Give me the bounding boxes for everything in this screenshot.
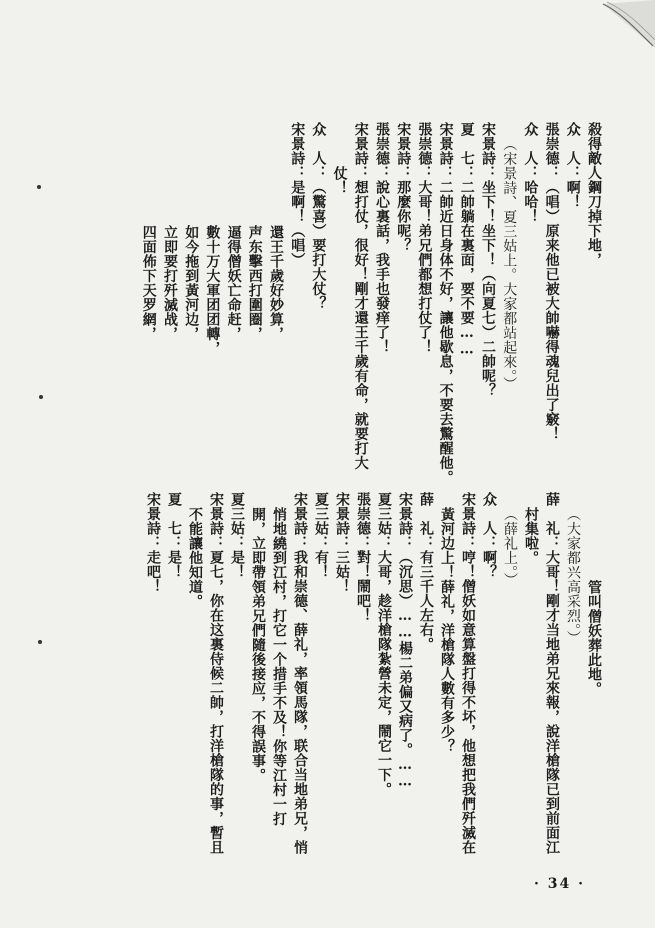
upper-text-column: 張崇德：大哥！弟兄們都想打仗了！: [416, 122, 433, 354]
upper-text-column: 四面佈下天罗網，: [140, 224, 157, 341]
scan-speck: [39, 395, 43, 399]
scan-speck: [37, 185, 41, 189]
lower-text-column: 宋景詩：（沉思）……楊二弟偏又病了。……: [397, 492, 413, 790]
lower-text-column: 村集啦。: [523, 506, 539, 565]
upper-text-column: 宋景詩：那麼你呢？: [395, 122, 412, 253]
lower-text-column: 管叫僧妖葬此地。: [586, 580, 602, 697]
lower-text-column: （大家都兴高采烈。）: [565, 506, 581, 645]
upper-text-column: 声东擊西打圍圈，: [246, 224, 263, 341]
upper-text-column: 仗！: [331, 166, 348, 196]
lower-text-column: 開，立即帶領弟兄們隨後接应，不得誤事。: [250, 506, 266, 783]
lower-text-column: 張崇德：對！鬧吧！: [355, 492, 371, 623]
lower-text-column: 悄地繞到江村，打它一个措手不及！你等江村一打: [271, 506, 287, 826]
lower-text-column: 夏三姑：有！: [313, 492, 329, 579]
lower-text-column: 夏三姑：是！: [229, 492, 245, 579]
upper-text-column: 還王千歲好妙算，: [268, 224, 284, 341]
upper-text-column: （宋景詩、夏三姑上。大家都站起來。）: [501, 136, 518, 391]
upper-text-column: 宋景詩：想打仗，很好！剛才還王千歲有命，就要打大: [352, 122, 369, 470]
upper-text-column: 宋景詩：二帥近日身体不好，讓他歇息，不要去驚醒他。: [437, 122, 454, 485]
upper-text-column: 宋景詩：坐下！坐下！（向夏七）二帥呢？: [480, 122, 496, 398]
lower-text-column: 薛 礼：大哥！剛才当地弟兄來報，說洋槍隊已到前面江: [544, 492, 560, 855]
upper-text-column: 众 人：啊！: [564, 122, 581, 209]
lower-text-column: 薛 礼：有三千人左右。: [418, 492, 434, 652]
upper-text-column: 張崇德：說心裏話，我手也發痒了！: [374, 122, 390, 354]
upper-text-column: 數十万大軍团团轉，: [204, 224, 221, 356]
lower-text-column: 宋景詩：走吧！: [145, 492, 161, 594]
lower-text-column: 不能讓他知道。: [187, 506, 203, 609]
upper-text-column: 立即要打歼滅战，: [162, 224, 178, 341]
lower-text-column: 宋景詩：哼！僧妖如意算盤打得不坏，他想把我們歼滅在: [460, 492, 476, 855]
lower-text-column: （薛礼上。）: [502, 506, 518, 587]
lower-text-column: 宋景詩：我和崇德、薛礼，率領馬隊，联合当地弟兄，悄: [292, 492, 308, 855]
scan-speck: [38, 640, 42, 644]
upper-text-column: 众 人：（驚喜）要打大仗？: [310, 122, 327, 311]
upper-text-column: 如今拖到黃河边，: [183, 224, 200, 341]
upper-text-column: 众 人：哈哈！: [522, 122, 539, 224]
lower-text-column: 夏 七：是！: [166, 492, 182, 579]
page-corner-fold: [595, 0, 655, 50]
upper-text-column: 宋景詩：是啊！（唱）: [289, 122, 306, 267]
upper-text-column: 殺得敵人鋼刀掉下地，: [586, 122, 602, 267]
upper-text-column: 張崇德：（唱）原来他已被大帥嚇得魂兒出了竅！: [543, 122, 560, 441]
lower-text-column: 宋景詩：夏七，你在这裏侍候二帥，打洋槍隊的事，暫且: [208, 492, 224, 855]
upper-text-column: 夏 七：二帥躺在裏面，要不要……: [458, 122, 475, 358]
upper-text-column: 逼得僧妖亡命赶，: [225, 224, 242, 341]
lower-text-column: 夏三姑：大哥，趁洋槍隊紮營未定，鬧它一下。: [376, 492, 392, 797]
lower-text-column: 黃河边上！薛礼，洋槍隊人數有多少？: [439, 506, 455, 754]
lower-text-column: 众 人：啊？: [481, 492, 497, 579]
page-number: · 34 ·: [534, 876, 585, 892]
lower-text-column: 宋景詩：三姑！: [334, 492, 350, 594]
